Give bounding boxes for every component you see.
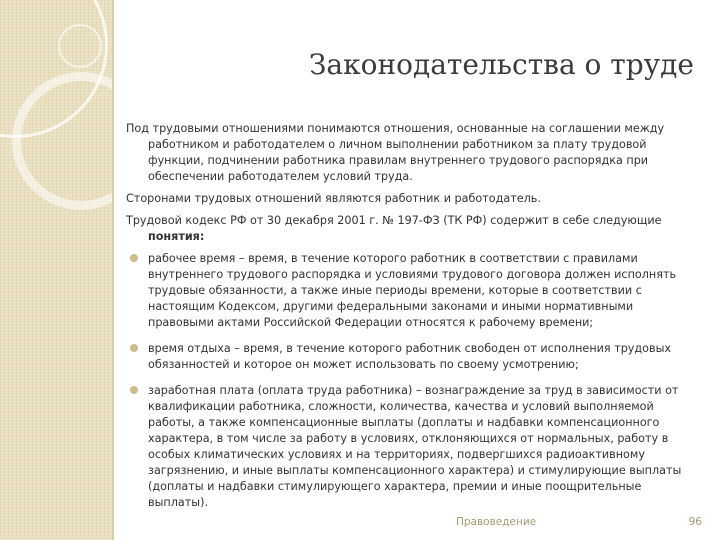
list-item xyxy=(126,251,692,331)
slide-body xyxy=(126,121,692,521)
concepts-list xyxy=(126,251,692,511)
decorative-side-band xyxy=(0,0,112,540)
list-item xyxy=(126,383,692,511)
footer-subject: Правоведение xyxy=(456,516,537,528)
wage-definition: заработная плата (оплата труда работника) – вознаграждение за труд в зависимости от квалификации работника, сложности, количества, качества и условий выполняемой работы, а также компенсационные выплаты (доплаты и надбавки компенсационного характера, в том числе за работу в условиях, отклоняющихся от нормальных, работу в особых климатических условиях и на территориях, подвергшихся радиоактивному загрязнению, и иные выплаты компенсационного характера) и стимулирующие выплаты (доплаты и надбавки стимулирующего характера, премии и иные поощрительные выплаты). xyxy=(148,384,682,509)
labor-code-intro: Трудовой кодекс РФ от 30 декабря 2001 г. № 197-ФЗ (ТК РФ) содержит в себе следующие xyxy=(126,214,662,227)
rest-time-definition: время отдыха – время, в течение которого работник свободен от исполнения трудовых обязанностей и которое он может использовать по своему усмотрению; xyxy=(148,342,672,371)
page-number: 96 xyxy=(688,516,702,528)
parties-paragraph: Сторонами трудовых отношений являются работник и работодатель. xyxy=(126,192,541,205)
decorative-ring-small xyxy=(58,24,102,68)
bullet-dot-icon xyxy=(130,386,138,394)
bullet-dot-icon xyxy=(130,344,138,352)
slide-title: Законодательства о труде xyxy=(308,48,694,81)
working-time-definition: рабочее время – время, в течение которого работник в соответствии с правилами внутреннего трудового распорядка и условиями трудового договора должен исполнять трудовые обязанности, а также иные периоды времени, которые в соответствии с настоящим Кодексом, другими федеральными законами и иными нормативными правовыми актами Российской Федерации относятся к рабочему времени; xyxy=(148,252,677,329)
concepts-keyword: понятия: xyxy=(148,230,205,243)
definition-paragraph: Под трудовыми отношениями понимаются отношения, основанные на соглашении между работником и работодателем о личном выполнении работником за плату трудовой функции, подчинении работника правилам внутреннего трудового распорядка при обеспечении работодателем условий труда. xyxy=(126,122,665,183)
list-item xyxy=(126,341,692,373)
labor-code-paragraph xyxy=(126,213,692,245)
side-band-edge xyxy=(112,0,114,540)
bullet-dot-icon xyxy=(130,254,138,262)
